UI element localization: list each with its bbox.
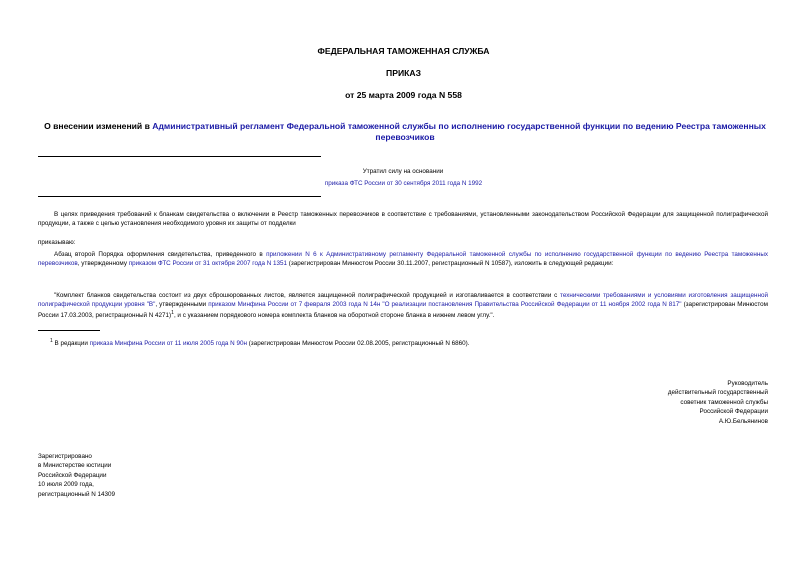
preamble-paragraph: В целях приведения требований к бланкам свидетельства о включении в Реестр таможенных перевозчиков в соответствие с требованиями, установленными законодательством Российской Федерации для защищенной полиграфической продукции, а также с целью установления необходимого уровня их защиты от подделки (38, 211, 768, 227)
footnote-ref[interactable]: 1 (171, 310, 174, 317)
title-regulation-link[interactable]: Административный регламент Федеральной таможенной службы по исполнению государственной функции по ведению Реестра таможенных перевозчиков (152, 121, 766, 142)
registration-line-3: Российской Федерации (38, 471, 107, 479)
footnote-divider (38, 330, 100, 331)
quoted-paragraph (38, 292, 768, 321)
quote-text-b: , утвержденными (155, 300, 209, 308)
registration-line-2: в Министерстве юстиции (38, 462, 112, 470)
registration-line-4: 10 июля 2009 года, (38, 481, 94, 489)
amendment-text-c: (зарегистрирован Минюстом России 30.11.2007, регистрационный N 10587), изложить в следующей редакции: (287, 259, 614, 267)
order-14n-link[interactable]: приказом Минфина России от 7 февраля 2003 года N 14н "О реализации постановления Правительства Российской Федерации от 11 ноября 2002 года N 817" (208, 300, 682, 308)
order-90n-link[interactable]: приказа Минфина России от 11 июля 2005 года N 90н (89, 340, 247, 348)
appendix-link[interactable]: приложении N 6 к Административному регламенту Федеральной таможенной службы по исполнению государственной функции по ведению Реестра таможенных перевозчиков (38, 251, 769, 267)
doc-date: от 25 марта 2009 года N 558 (345, 90, 462, 100)
registration-line-1: Зарегистрировано (38, 453, 92, 460)
footnote-text-b: (зарегистрирован Минюстом России 02.08.2005, регистрационный N 6860). (246, 340, 470, 348)
registration-line-5: регистрационный N 14309 (38, 490, 116, 498)
quote-text-a: "Комплект бланков свидетельства состоит из двух сброшюрованных листов, является защищенной полиграфической продукцией и изготавливается в соответствии с (54, 292, 561, 299)
signature-line-2: действительный государственный (667, 389, 768, 397)
doc-type: ПРИКАЗ (386, 68, 421, 78)
footnote (50, 337, 770, 349)
amendment-text-a: Абзац второй Порядка оформления свидетельства, приведенного в (54, 251, 267, 258)
order-1351-link[interactable]: приказом ФТС России от 31 октября 2007 года N 1351 (128, 259, 288, 267)
footnote-text-a: В редакции (52, 340, 90, 348)
amendment-paragraph (38, 251, 768, 268)
title-prefix: О внесении изменений в (44, 121, 153, 131)
signature-block (560, 379, 768, 426)
registration-block (38, 452, 238, 499)
doc-title (40, 121, 770, 143)
status-label: Утратил силу на основании (362, 168, 444, 175)
divider-top (38, 156, 321, 157)
technical-requirements-link[interactable]: техническими требованиями и условиями изготовления защищенной полиграфической продукции уровня "В" (38, 292, 768, 308)
signature-line-3: советник таможенной службы (680, 398, 768, 406)
signature-line-1: Руководитель (727, 380, 768, 387)
order-word: приказываю: (38, 239, 76, 246)
amendment-text-b: , утвержденному (77, 259, 129, 267)
footnote-mark: 1 (50, 338, 53, 344)
quote-text-c: (зарегистрирован Минюстом России 17.03.2003, регистрационный N 4271) (38, 300, 768, 320)
org-name: ФЕДЕРАЛЬНАЯ ТАМОЖЕННАЯ СЛУЖБА (317, 46, 490, 56)
quote-text-d: , и с указанием порядкового номера комплекта бланков на оборотной стороне бланка в нижнем левом углу.". (173, 312, 495, 320)
signature-name: А.Ю.Бельянинов (718, 417, 768, 425)
status-link[interactable]: приказа ФТС России от 30 сентября 2011 года N 1992 (324, 180, 483, 187)
divider-bottom (38, 196, 321, 197)
signature-line-4: Российской Федерации (699, 408, 768, 416)
